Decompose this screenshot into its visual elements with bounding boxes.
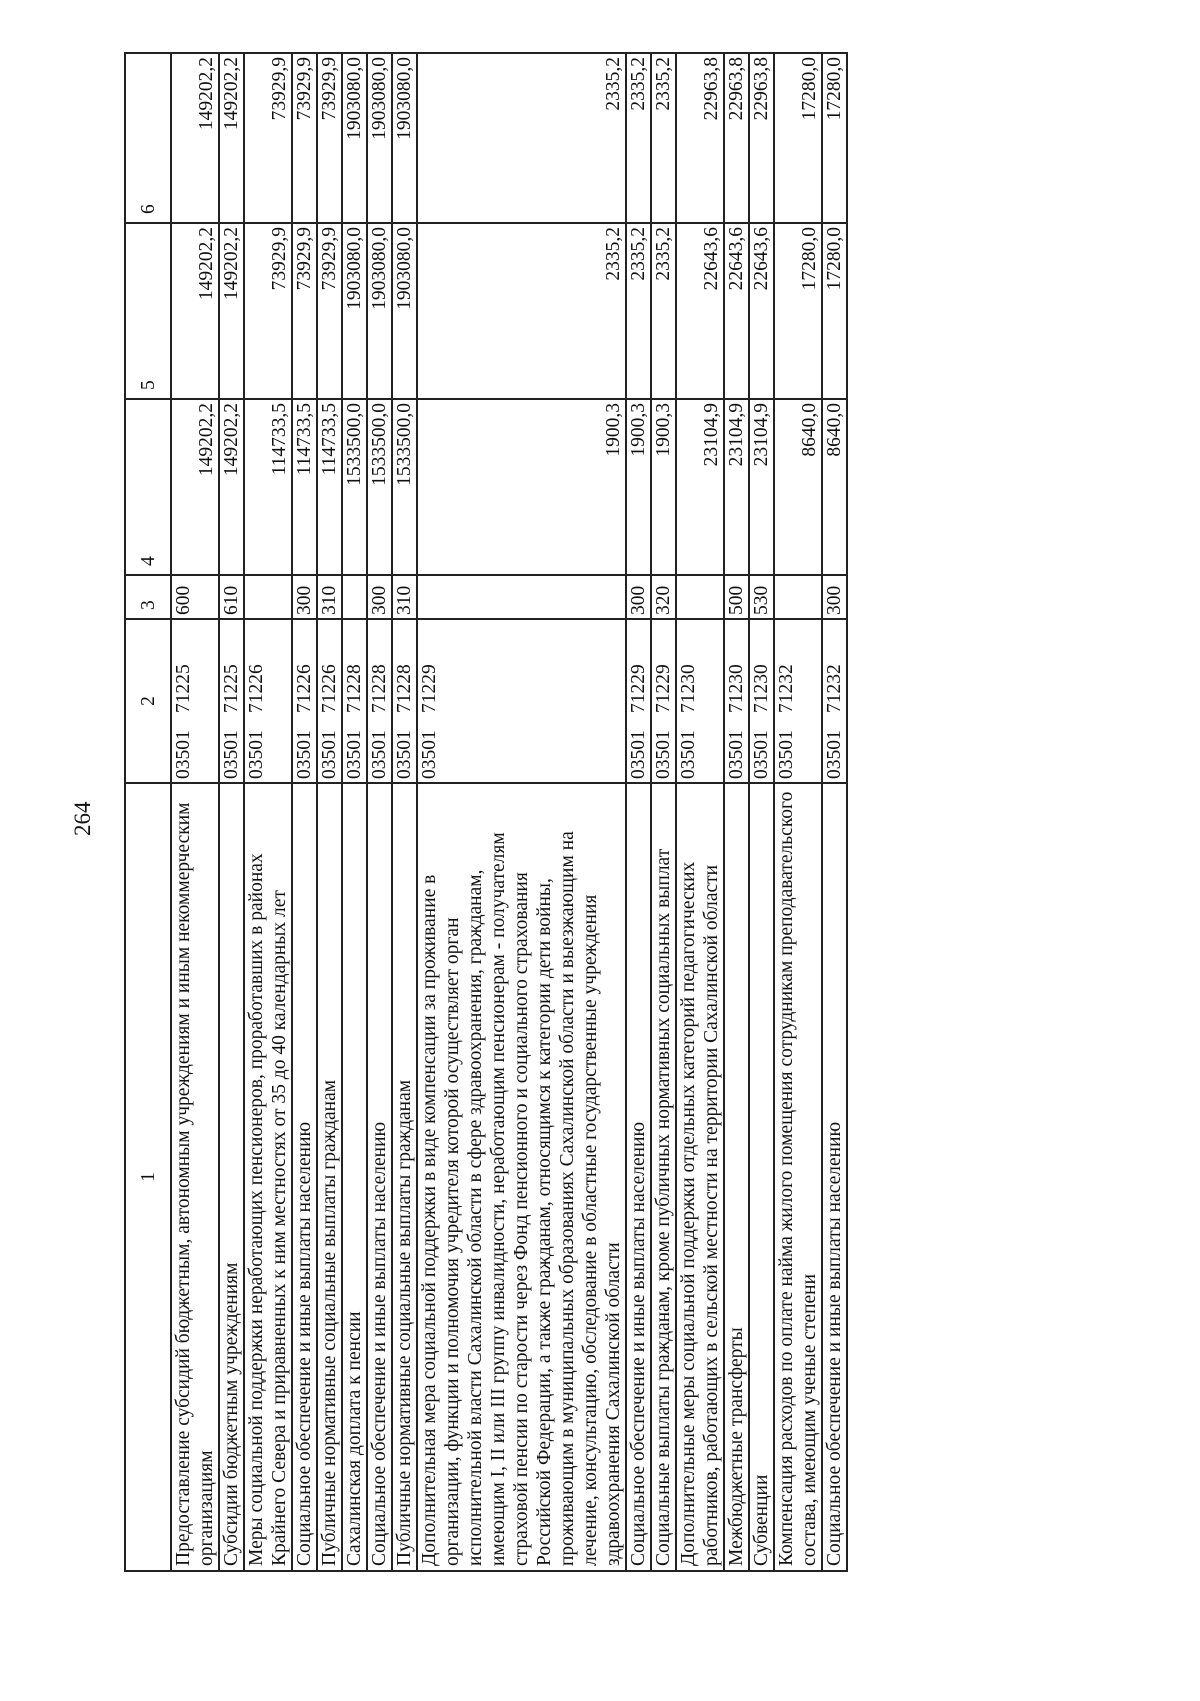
row-expense-type	[342, 575, 367, 619]
code-section: 03501	[294, 730, 315, 779]
code-section: 03501	[628, 730, 649, 779]
row-code	[171, 619, 219, 783]
row-value-1: 114733,5	[292, 399, 317, 575]
row-value-1: 8640,0	[822, 399, 847, 575]
row-name: Дополнительные меры социальной поддержки отдельных категорий педагогических работников, работающих в сельской местности на территории Сахалинской области	[676, 783, 724, 1571]
code-item: 71226	[246, 664, 267, 713]
row-value-1: 1900,3	[626, 399, 651, 575]
row-code	[244, 619, 292, 783]
row-value-3: 22963,8	[676, 53, 724, 223]
code-section: 03501	[653, 730, 674, 779]
code-section: 03501	[419, 730, 440, 779]
table-row	[342, 53, 367, 1571]
code-section: 03501	[173, 730, 194, 779]
table-row	[219, 53, 244, 1571]
row-value-2: 22643,6	[749, 223, 774, 399]
row-code	[724, 619, 749, 783]
row-expense-type: 300	[626, 575, 651, 619]
row-value-2: 73929,9	[317, 223, 342, 399]
row-expense-type	[244, 575, 292, 619]
row-value-2: 149202,2	[219, 223, 244, 399]
row-value-2: 2335,2	[651, 223, 676, 399]
table-row	[749, 53, 774, 1571]
row-value-3: 22963,8	[724, 53, 749, 223]
row-value-1: 114733,5	[317, 399, 342, 575]
row-expense-type: 310	[392, 575, 417, 619]
code-section: 03501	[246, 730, 267, 779]
row-value-3: 1903080,0	[342, 53, 367, 223]
row-value-3: 149202,2	[171, 53, 219, 223]
row-value-2: 2335,2	[626, 223, 651, 399]
row-name: Дополнительная мера социальной поддержки в виде компенсации за проживание в организации, функции и полномочия учредителя которой осуществляет орган исполнительной власти Сахалинской области в сфере здравоохранения, гражданам, имеющим I, II или III группу инвалидности, неработающим пенсионерам - получателям страховой пенсии по старости через Фонд пенсионного и социального страхования Российской Федерации, а также гражданам, относящимся к категории дети войны, проживающим в муниципальных образованиях Сахалинской области и выезжающим на лечение, консультацию, обследование в областные государственные учреждения здравоохранения Сахалинской области	[417, 783, 626, 1571]
row-value-3: 1903080,0	[392, 53, 417, 223]
table-row	[244, 53, 292, 1571]
row-value-3: 149202,2	[219, 53, 244, 223]
row-expense-type: 530	[749, 575, 774, 619]
code-item: 71228	[369, 664, 390, 713]
row-name: Субсидии бюджетным учреждениям	[219, 783, 244, 1571]
row-name: Субвенции	[749, 783, 774, 1571]
row-value-2: 73929,9	[292, 223, 317, 399]
row-name: Компенсация расходов по оплате найма жилого помещения сотрудникам преподавательского состава, имеющим ученые степени	[774, 783, 822, 1571]
header-col-1: 1	[125, 783, 171, 1571]
table-row	[292, 53, 317, 1571]
row-value-3: 17280,0	[822, 53, 847, 223]
row-name: Публичные нормативные социальные выплаты гражданам	[317, 783, 342, 1571]
code-section: 03501	[751, 730, 772, 779]
row-value-3: 22963,8	[749, 53, 774, 223]
header-col-6: 6	[125, 53, 171, 223]
table-row	[724, 53, 749, 1571]
code-item: 71225	[173, 664, 194, 713]
row-expense-type	[676, 575, 724, 619]
row-value-2: 2335,2	[417, 223, 626, 399]
row-value-2: 22643,6	[676, 223, 724, 399]
row-expense-type: 300	[292, 575, 317, 619]
row-value-2: 1903080,0	[392, 223, 417, 399]
table-row	[774, 53, 822, 1571]
code-item: 71230	[726, 664, 747, 713]
row-name: Межбюджетные трансферты	[724, 783, 749, 1571]
code-section: 03501	[824, 730, 845, 779]
row-name: Социальное обеспечение и иные выплаты населению	[626, 783, 651, 1571]
row-value-3: 73929,9	[244, 53, 292, 223]
code-section: 03501	[344, 730, 365, 779]
row-expense-type	[417, 575, 626, 619]
rotated-table-wrapper	[124, 54, 1098, 1572]
row-name: Публичные нормативные социальные выплаты гражданам	[392, 783, 417, 1571]
row-code	[392, 619, 417, 783]
code-item: 71228	[344, 664, 365, 713]
row-name: Социальное обеспечение и иные выплаты населению	[292, 783, 317, 1571]
row-value-3: 2335,2	[651, 53, 676, 223]
code-item: 71226	[319, 664, 340, 713]
row-code	[292, 619, 317, 783]
code-item: 71232	[824, 664, 845, 713]
code-section: 03501	[319, 730, 340, 779]
row-value-1: 114733,5	[244, 399, 292, 575]
row-expense-type	[774, 575, 822, 619]
code-item: 71225	[221, 664, 242, 713]
row-value-1: 23104,9	[676, 399, 724, 575]
row-expense-type: 320	[651, 575, 676, 619]
row-value-2: 149202,2	[171, 223, 219, 399]
code-section: 03501	[678, 730, 699, 779]
code-section: 03501	[369, 730, 390, 779]
row-value-3: 2335,2	[626, 53, 651, 223]
header-col-5: 5	[125, 223, 171, 399]
row-value-1: 1900,3	[651, 399, 676, 575]
row-value-2: 1903080,0	[367, 223, 392, 399]
row-value-2: 1903080,0	[342, 223, 367, 399]
row-name: Меры социальной поддержки неработающих пенсионеров, проработавших в районах Крайнего Севера и приравненных к ним местностях от 35 до 40 календарных лет	[244, 783, 292, 1571]
row-expense-type: 500	[724, 575, 749, 619]
row-name: Сахалинская доплата к пенсии	[342, 783, 367, 1571]
row-value-2: 73929,9	[244, 223, 292, 399]
row-name: Предоставление субсидий бюджетным, автономным учреждениям и иным некоммерческим организациям	[171, 783, 219, 1571]
row-code	[822, 619, 847, 783]
table-row	[392, 53, 417, 1571]
row-code	[676, 619, 724, 783]
row-name: Социальное обеспечение и иные выплаты населению	[367, 783, 392, 1571]
row-value-3: 1903080,0	[367, 53, 392, 223]
header-col-3: 3	[125, 575, 171, 619]
row-code	[774, 619, 822, 783]
table-row	[317, 53, 342, 1571]
row-value-1: 23104,9	[724, 399, 749, 575]
row-expense-type: 300	[822, 575, 847, 619]
table-row	[651, 53, 676, 1571]
code-item: 71228	[394, 664, 415, 713]
code-item: 71232	[776, 664, 797, 713]
table-row	[626, 53, 651, 1571]
row-code	[317, 619, 342, 783]
table-row	[367, 53, 392, 1571]
row-expense-type: 310	[317, 575, 342, 619]
code-item: 71230	[678, 664, 699, 713]
budget-table	[124, 52, 848, 1572]
row-expense-type: 600	[171, 575, 219, 619]
table-row	[676, 53, 724, 1571]
row-value-2: 17280,0	[774, 223, 822, 399]
row-name: Социальные выплаты гражданам, кроме публичных нормативных социальных выплат	[651, 783, 676, 1571]
code-item: 71229	[653, 664, 674, 713]
row-name: Социальное обеспечение и иные выплаты населению	[822, 783, 847, 1571]
row-code	[219, 619, 244, 783]
table-row	[171, 53, 219, 1571]
header-col-2: 2	[125, 619, 171, 783]
row-value-1: 149202,2	[219, 399, 244, 575]
row-value-1: 1533500,0	[392, 399, 417, 575]
row-code	[626, 619, 651, 783]
row-value-3: 17280,0	[774, 53, 822, 223]
row-value-1: 8640,0	[774, 399, 822, 575]
code-item: 71229	[419, 664, 440, 713]
code-item: 71230	[751, 664, 772, 713]
code-section: 03501	[221, 730, 242, 779]
code-section: 03501	[394, 730, 415, 779]
row-value-2: 22643,6	[724, 223, 749, 399]
row-value-1: 149202,2	[171, 399, 219, 575]
table-row	[822, 53, 847, 1571]
row-value-2: 17280,0	[822, 223, 847, 399]
code-item: 71229	[628, 664, 649, 713]
row-expense-type: 300	[367, 575, 392, 619]
row-expense-type: 610	[219, 575, 244, 619]
code-item: 71226	[294, 664, 315, 713]
code-section: 03501	[776, 730, 797, 779]
row-value-3: 73929,9	[317, 53, 342, 223]
code-section: 03501	[726, 730, 747, 779]
row-value-1: 1900,3	[417, 399, 626, 575]
row-code	[651, 619, 676, 783]
row-value-1: 1533500,0	[342, 399, 367, 575]
header-col-4: 4	[125, 399, 171, 575]
row-code	[342, 619, 367, 783]
row-value-1: 23104,9	[749, 399, 774, 575]
row-value-3: 73929,9	[292, 53, 317, 223]
page-number: 264	[70, 801, 95, 836]
header-row	[125, 53, 171, 1571]
row-value-1: 1533500,0	[367, 399, 392, 575]
table-row	[417, 53, 626, 1571]
row-value-3: 2335,2	[417, 53, 626, 223]
row-code	[749, 619, 774, 783]
row-code	[417, 619, 626, 783]
row-code	[367, 619, 392, 783]
